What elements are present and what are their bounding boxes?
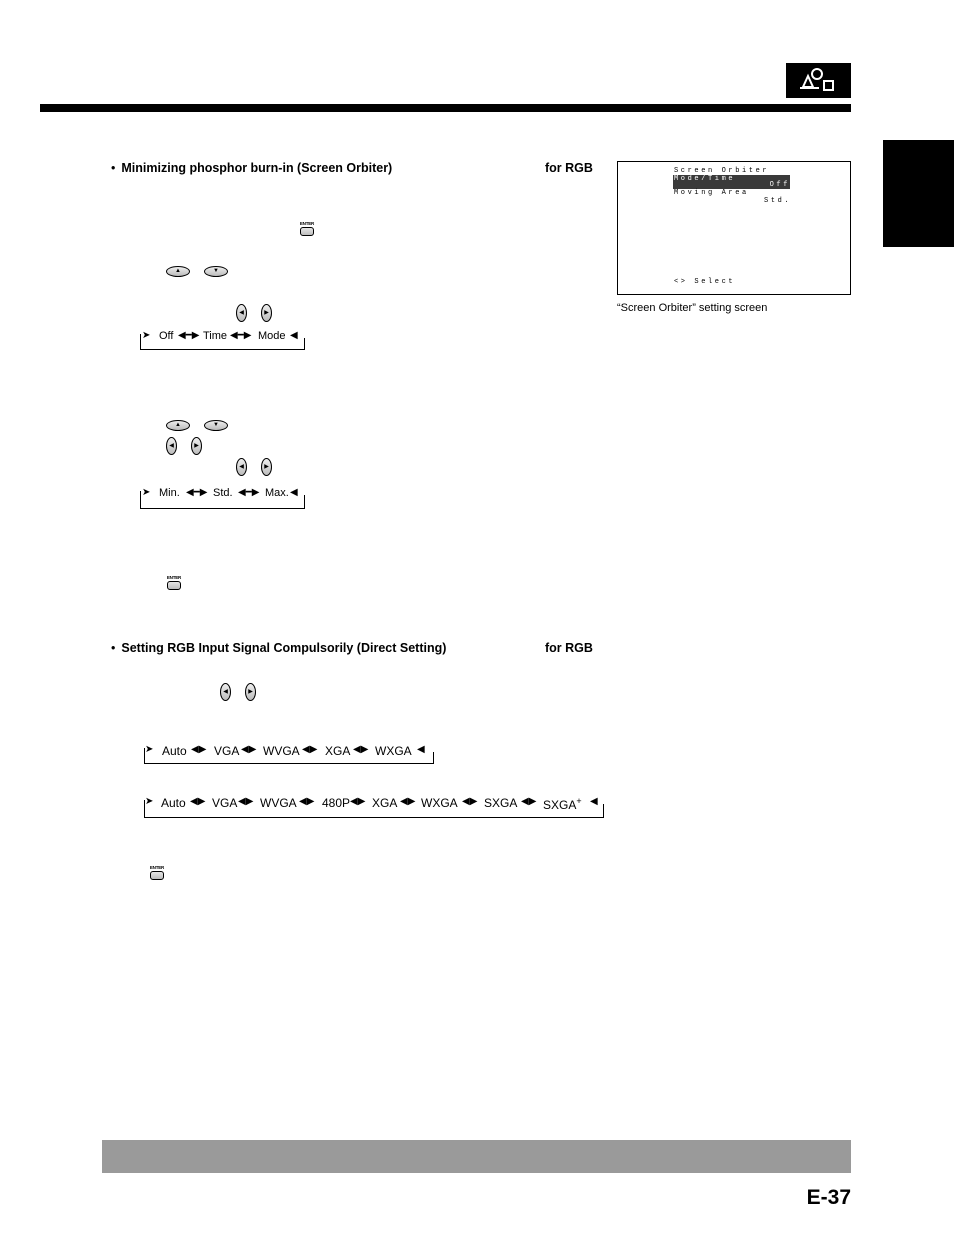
osd-title: Screen Orbiter [674,167,770,175]
screen-orbiter-osd [617,161,851,295]
flow-item: Auto [161,796,186,810]
section2-heading [111,641,446,655]
flow-item: VGA [212,796,238,810]
page-number: E-37 [806,1186,851,1209]
flow-item: Min. [159,487,180,499]
flow-item: WVGA [260,796,297,810]
section1-title: Minimizing phosphor burn-in (Screen Orbiter) [121,161,393,175]
down-button-icon: ▼ [204,266,228,277]
flow-item: VGA [214,744,240,758]
flow-item: Auto [162,744,187,758]
signal-flow-diagram-a: ➤ Auto ◀▶ VGA ◀▶ WVGA ◀▶ XGA ◀▶ WXGA ◀ [144,744,434,764]
header-rule [40,104,851,112]
osd-area-label: Moving Area [674,189,749,197]
settings-shapes-icon [786,63,851,98]
up-button-icon: ▲ [166,420,190,431]
flow-item: WXGA [421,796,458,810]
flow-item: SXGA+ [543,796,582,812]
flow-item: Std. [213,487,233,499]
left-button-icon: ◀ [220,683,231,701]
signal-flow-diagram-b: ➤ Auto ◀▶ VGA ◀▶ WVGA ◀▶ 480P ◀▶ XGA ◀▶ WXGA ◀▶ SXGA ◀▶ SXGA+ ◀ [144,796,604,818]
flow-item: Time [203,330,228,342]
osd-caption: “Screen Orbiter” setting screen [617,302,768,314]
flow-item: WXGA [375,744,412,758]
section2-title: Setting RGB Input Signal Compulsorily (Direct Setting) [121,641,447,655]
flow-item: 480P [322,796,351,810]
flow-item: XGA [325,744,351,758]
mode-flow-diagram: ➤ Off ◀━▶ Time ◀━▶ Mode ◀ [140,330,304,350]
footer-bar [102,1140,851,1173]
bullet: • [111,641,116,655]
section1-heading [111,161,392,175]
up-button-icon: ▲ [166,266,190,277]
side-tab-marker [883,140,954,247]
flow-item: Mode [258,330,286,342]
osd-mode-value: Off [769,181,790,189]
left-button-icon: ◀ [236,458,247,476]
left-button-icon: ◀ [166,437,177,455]
osd-area-value: Std. [764,197,792,205]
flow-item: WVGA [263,744,300,758]
section2-for-rgb: for RGB [545,641,593,655]
bullet: • [111,161,116,175]
osd-hint: <> Select [674,278,736,286]
section1-for-rgb: for RGB [545,161,593,175]
enter-button-icon: ENTER [166,576,182,590]
right-button-icon: ▶ [191,437,202,455]
right-button-icon: ▶ [261,458,272,476]
flow-item: SXGA [484,796,518,810]
enter-button-icon: ENTER [299,222,315,236]
section-icon-box [786,63,851,98]
osd-mode-label: Mode/Time [674,175,736,183]
flow-item: Off [159,330,174,342]
down-button-icon: ▼ [204,420,228,431]
right-button-icon: ▶ [261,304,272,322]
flow-item: XGA [372,796,398,810]
flow-item: Max. [265,487,289,499]
enter-button-icon: ENTER [149,866,165,880]
right-button-icon: ▶ [245,683,256,701]
area-flow-diagram: ➤ Min. ◀━▶ Std. ◀━▶ Max. ◀ [140,487,304,509]
osd-selected-row [673,175,790,189]
left-button-icon: ◀ [236,304,247,322]
